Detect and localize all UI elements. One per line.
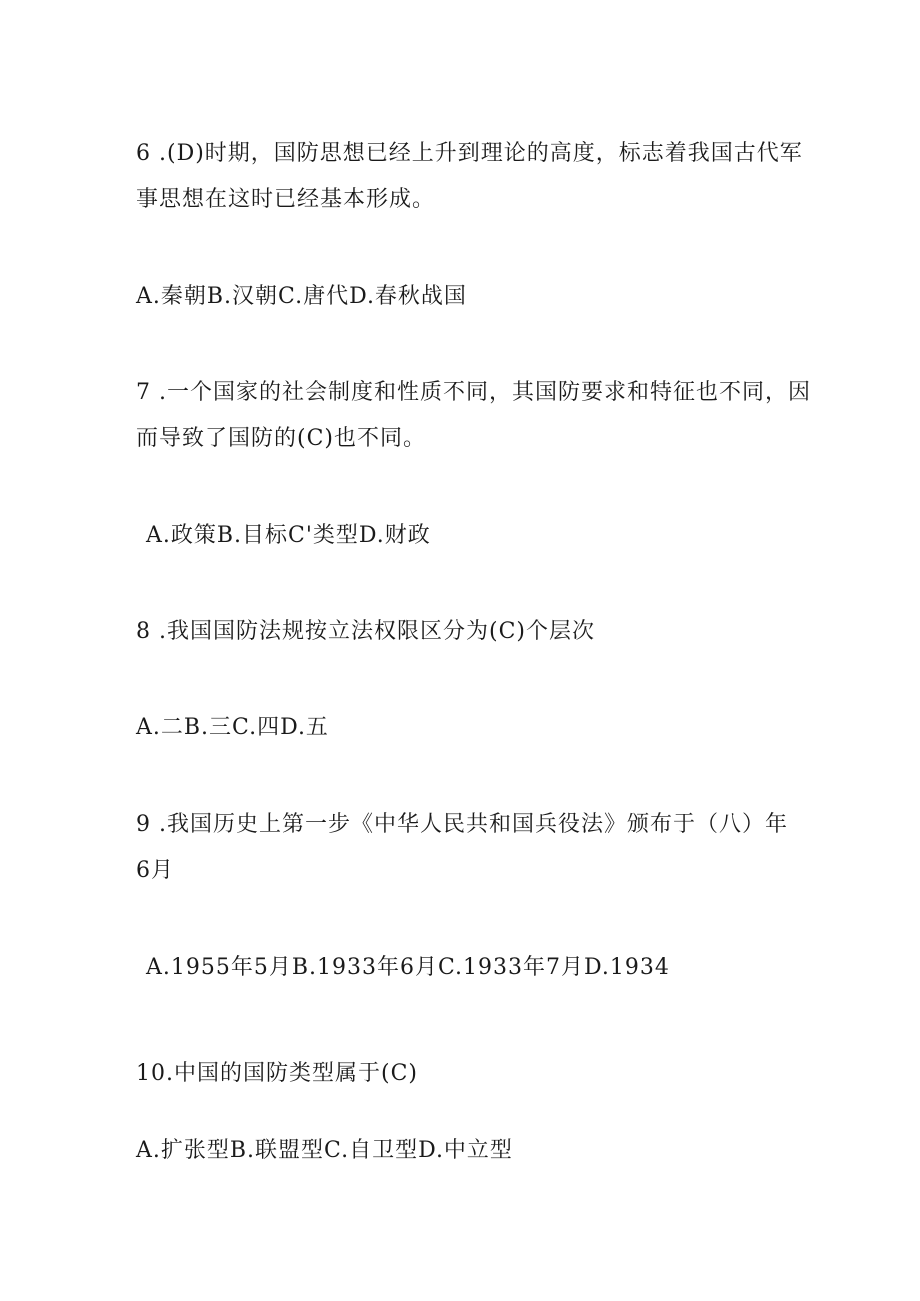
question-9-stem-line-1: 9 .我国历史上第一步《中华人民共和国兵役法》颁布于（八）年: [136, 812, 788, 837]
question-8-stem: 8 .我国国防法规按立法权限区分为(C)个层次: [136, 619, 595, 644]
question-7-stem-line-1: 7 .一个国家的社会制度和性质不同，其国防要求和特征也不同，因: [136, 380, 811, 405]
question-10-options: A.扩张型B.联盟型C.自卫型D.中立型: [136, 1138, 513, 1163]
question-7-options: A.政策B.目标C'类型D.财政: [146, 523, 431, 548]
question-7-stem-line-2: 而导致了国防的(C)也不同。: [136, 426, 426, 451]
question-9-stem-line-2: 6月: [136, 858, 174, 883]
question-6-stem-line-2: 事思想在这时已经基本形成。: [136, 187, 436, 212]
question-6-stem-line-1: 6 .(D)时期，国防思想已经上升到理论的高度，标志着我国古代军: [136, 141, 803, 166]
question-6-options: A.秦朝B.汉朝C.唐代D.春秋战国: [136, 284, 467, 309]
question-10-stem: 10.中国的国防类型属于(C): [136, 1061, 418, 1086]
question-9-options: A.1955年5月B.1933年6月C.1933年7月D.1934: [146, 955, 670, 980]
question-8-options: A.二B.三C.四D.五: [136, 715, 329, 740]
